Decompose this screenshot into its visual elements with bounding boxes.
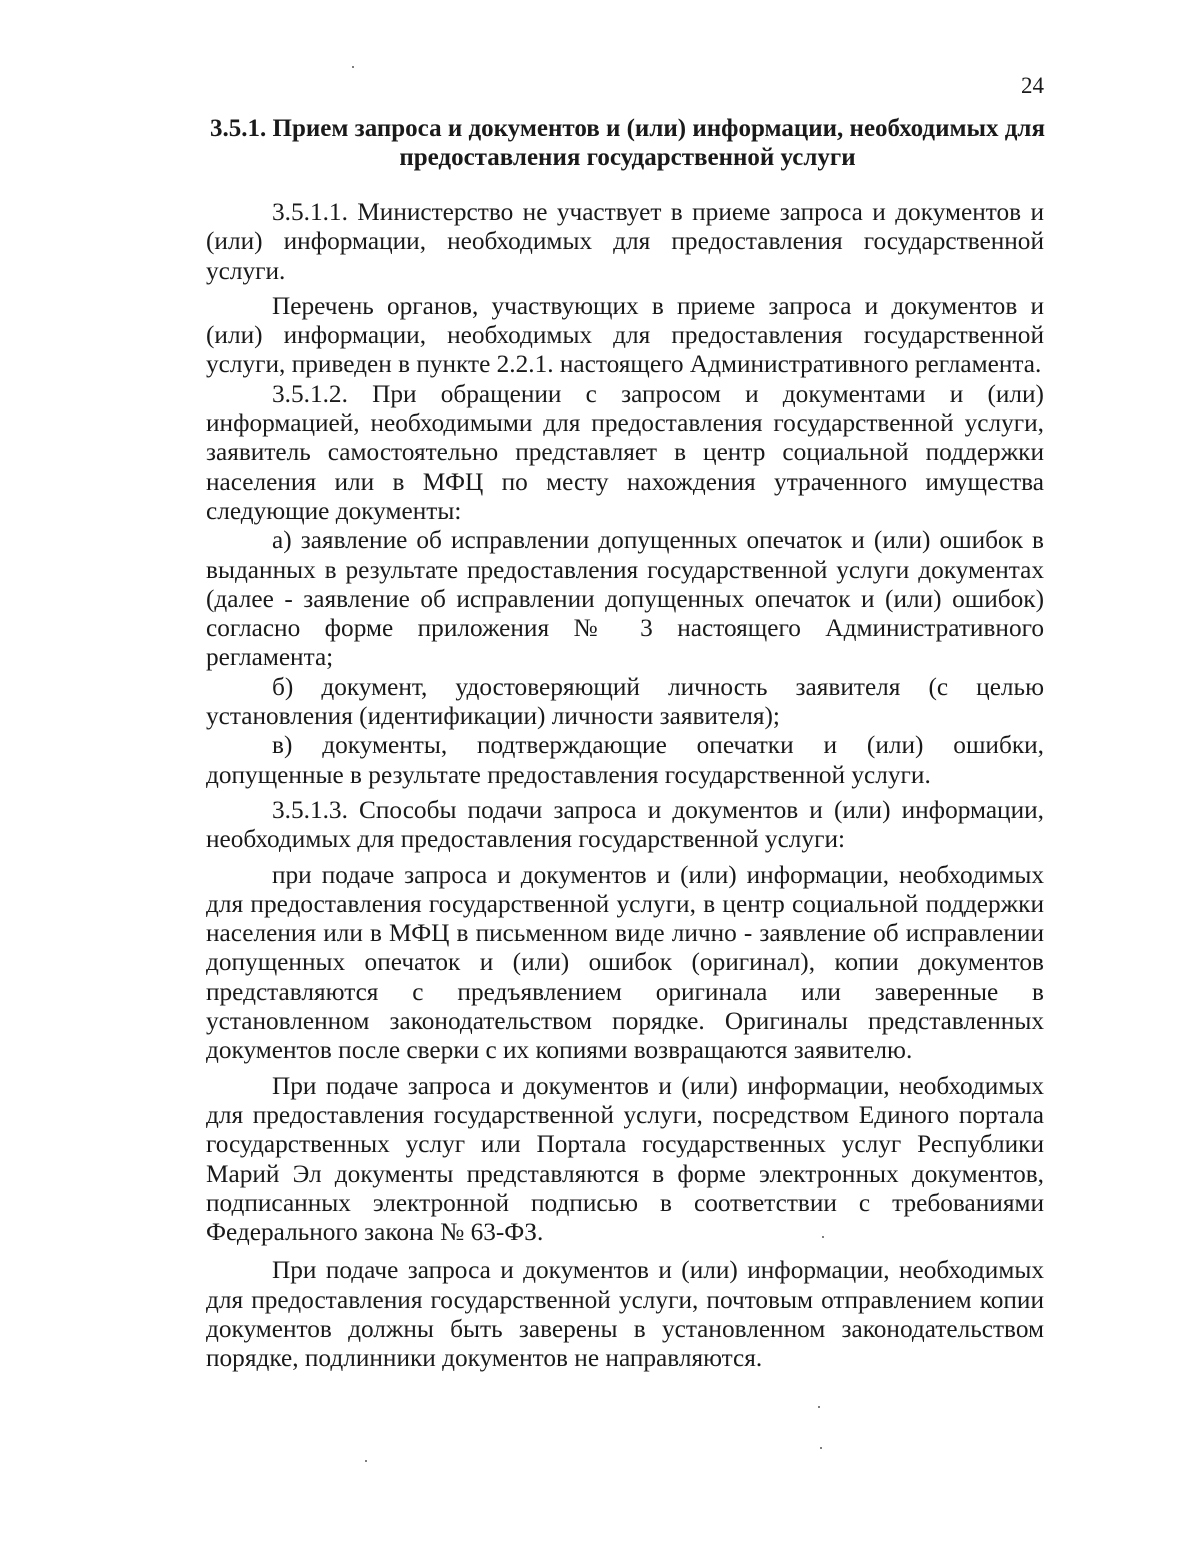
paragraph-postal: При подаче запроса и документов и (или) информации, необходимых для предоставления государственной услуги, почтовым отправлением копии документов должны быть заверены в установленном законодательством порядке, подлинники документов не направляются. xyxy=(206,1256,1044,1373)
document-body xyxy=(206,198,1044,1374)
scan-speck xyxy=(818,1406,820,1408)
paragraph-electronic: При подаче запроса и документов и (или) информации, необходимых для предоставления государственной услуги, посредством Единого портала государственных услуг или Портала государственных услуг Республики Марий Эл документы представляются в форме электронных документов, подписанных электронной подписью в соответствии с требованиями Федерального закона № 63-ФЗ. xyxy=(206,1071,1044,1247)
paragraph-3-5-1-1: 3.5.1.1. Министерство не участвует в приеме запроса и документов и (или) информации, необходимых для предоставления государственной услуги. xyxy=(206,198,1044,285)
scan-speck xyxy=(822,1236,824,1238)
page-number: 24 xyxy=(1021,73,1044,98)
scan-speck xyxy=(820,1447,822,1449)
list-item-b: б) документ, удостоверяющий личность заявителя (с целью установления (идентификации) личности заявителя); xyxy=(206,672,1044,731)
scan-speck xyxy=(365,1460,367,1462)
paragraph-3-5-1-2: 3.5.1.2. При обращении с запросом и документами и (или) информацией, необходимыми для предоставления государственной услуги, заявитель самостоятельно представляет в центр социальной поддержки населения или в МФЦ по месту нахождения утраченного имущества следующие документы: xyxy=(206,379,1044,525)
paragraph-3-5-1-3: 3.5.1.3. Способы подачи запроса и документов и (или) информации, необходимых для предоставления государственной услуги: xyxy=(206,795,1044,854)
list-item-c: в) документы, подтверждающие опечатки и (или) ошибки, допущенные в результате предоставления государственной услуги. xyxy=(206,731,1044,789)
paragraph-in-person: при подаче запроса и документов и (или) информации, необходимых для предоставления государственной услуги, в центр социальной поддержки населения или в МФЦ в письменном виде лично - заявление об исправлении допущенных опечаток и (или) ошибок (оригинал), копии документов представляются с предъявлением оригинала или заверенные в установленном законодательством порядке. Оригиналы представленных документов после сверки с их копиями возвращаются заявителю. xyxy=(206,860,1044,1065)
section-heading: 3.5.1. Прием запроса и документов и (или) информации, необходимых для предоставления государственной услуги xyxy=(210,115,1045,171)
list-item-a: а) заявление об исправлении допущенных опечаток и (или) ошибок в выданных в результате предоставления государственной услуги документах (далее - заявление об исправлении допущенных опечаток и (или) ошибок) согласно форме приложения № 3 настоящего Административного регламента; xyxy=(206,526,1044,672)
scan-speck xyxy=(352,66,354,68)
paragraph-bodies-list: Перечень органов, участвующих в приеме запроса и документов и (или) информации, необходимых для предоставления государственной услуги, приведен в пункте 2.2.1. настоящего Административного регламента. xyxy=(206,291,1044,379)
